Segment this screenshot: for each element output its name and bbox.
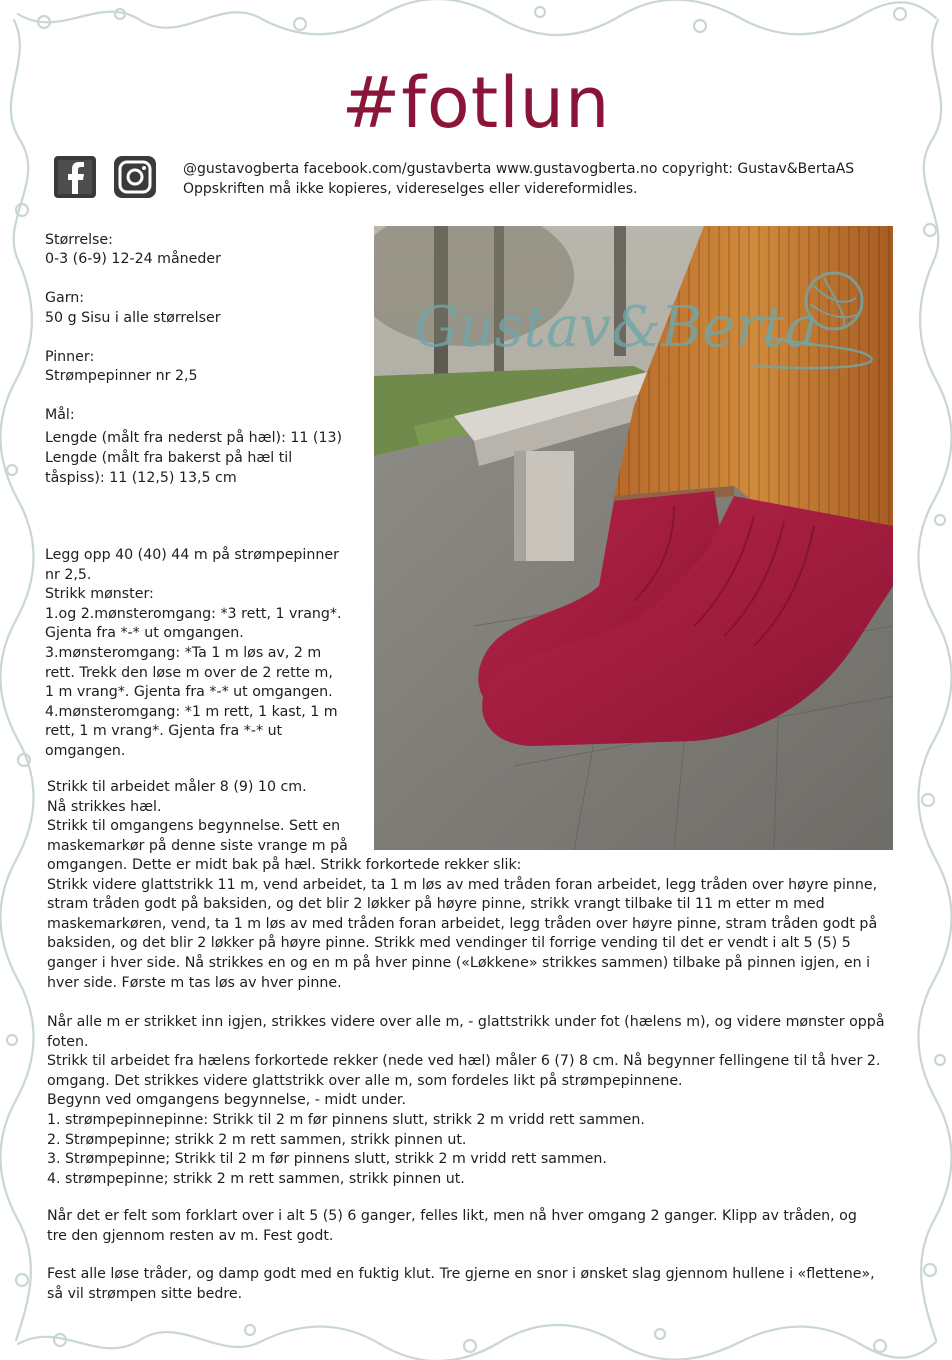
size-value: 0-3 (6-9) 12-24 måneder <box>45 251 221 267</box>
size-label: Størrelse: <box>45 232 113 248</box>
contact-line: @gustavogberta facebook.com/gustavberta www.gustavogberta.no copyright: Gustav&BertaAS <box>183 161 855 177</box>
foot-instructions: Når alle m er strikket inn igjen, strikkes videre over alle m, - glattstrikk under fot (hælens m), og videre mønster oppå foten. Strikk til arbeidet fra hælens forkortede rekker (nede ved hæl) måler 6 (7) 8 cm. Nå begynner fellingene til tå hver 2. omgang. Det strikkes videre glattstrikk over alle m, som fordeles likt på strømpepinnene. Begynn ved omgangens begynnelse, - midt under. 1. strømpepinnepinne: Strikk til 2 m før pinnens slutt, strikk 2 m vridd rett sammen. 2. Strømpepinne; strikk 2 m rett sammen, strikk pinnen ut. 3. Strømpepinne; Strikk til 2 m før pinnens slutt, strikk 2 m vridd rett sammen. 4. strømpepinne; strikk 2 m rett sammen, strikk pinnen ut. <box>47 1014 885 1187</box>
finishing-instructions: Når det er felt som forklart over i alt 5 (5) 6 ganger, felles likt, men nå hver omgang 2 ganger. Klipp av tråden, og tre den gjennom resten av m. Fest godt. <box>47 1208 857 1244</box>
final-note: Fest alle løse tråder, og damp godt med en fuktig klut. Tre gjerne en snor i ønsket slag gjennom hullene i «flettene», så vil strømpen sitte bedre. <box>47 1266 875 1302</box>
measure-value: Lengde (målt fra nederst på hæl): 11 (13) Lengde (målt fra bakerst på hæl til tåspiss): 11 (12,5) 13,5 cm <box>45 430 343 486</box>
page-title: #fotlun <box>341 62 611 144</box>
facebook-icon[interactable] <box>52 154 98 200</box>
heel-instructions: omgangen. Dette er midt bak på hæl. Strikk forkortede rekker slik: Strikk videre glattstrikk 11 m, vend arbeidet, ta 1 m løs av med tråden foran arbeidet, legg tråden over høyre pinne, stram tråden godt på baksiden, og det blir 2 løkker på høyre pinne, strikk vrangt tilbake til 11 m etter m med maskemarkøren, vend, ta 1 m løs av med tråden foran arbeidet, legg tråden over høyre pinne, stram tråden godt på baksiden, og det blir 2 løkker på høyre pinne. Strikk med vendinger til forrige vending til det er vendt i alt 5 (5) 5 ganger i hver side. Nå strikkes en og en m på hver pinne («Løkkene» strikkes sammen) tilbake på pinnen igjen, en i hver side. Første m tas løs av hver pinne. <box>47 857 878 991</box>
sock-photo <box>374 226 893 850</box>
needles-label: Pinner: <box>45 349 95 365</box>
copyright-notice: Oppskriften må ikke kopieres, videreselges eller videreformidles. <box>183 181 638 197</box>
yarn-label: Garn: <box>45 290 85 306</box>
photo-watermark: Gustav&Berta <box>414 295 818 360</box>
yarn-value: 50 g Sisu i alle størrelser <box>45 310 221 326</box>
cast-on-instructions: Legg opp 40 (40) 44 m på strømpepinner nr 2,5. Strikk mønster: 1.og 2.mønsteromgang: *3 rett, 1 vrang*. Gjenta fra *-* ut omgangen. 3.mønsteromgang: *Ta 1 m løs av, 2 m rett. Trekk den løse m over de 2 rette m, 1 m vrang*. Gjenta fra *-* ut omgangen. 4.mønsteromgang: *1 m rett, 1 kast, 1 m rett, 1 m vrang*. Gjenta fra *-* ut omgangen. <box>45 547 342 759</box>
measure-label: Mål: <box>45 407 75 423</box>
heel-intro: Strikk til arbeidet måler 8 (9) 10 cm. Nå strikkes hæl. Strikk til omgangens begynnelse. Sett en maskemarkør på denne siste vrange m på <box>47 779 348 854</box>
needles-value: Strømpepinner nr 2,5 <box>45 368 198 384</box>
instagram-icon[interactable] <box>112 154 158 200</box>
